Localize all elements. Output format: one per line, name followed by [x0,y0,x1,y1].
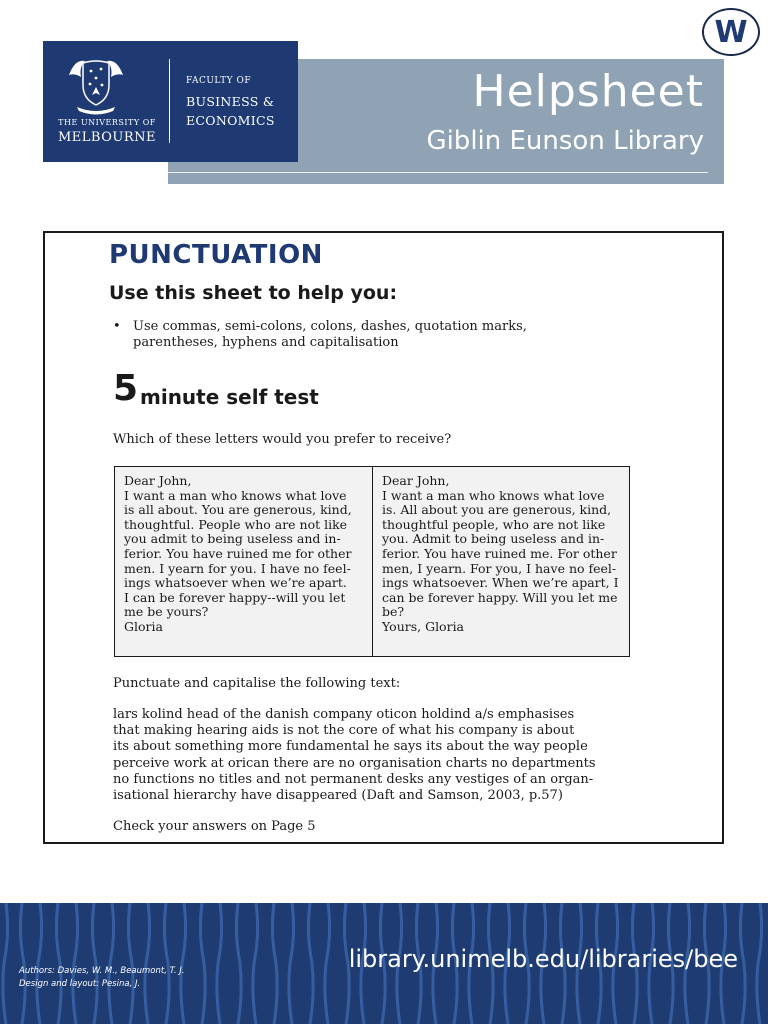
footer-credits [19,965,184,991]
logo-divider [169,59,170,143]
faculty-name-line2: ECONOMICS [186,113,275,128]
bullet-item: Use commas, semi-colons, colons, dashes, quotation marks, parentheses, hyphens and capitalisation [133,319,527,350]
university-name: MELBOURNE [58,130,156,145]
faculty-name-line1: BUSINESS & [186,94,275,109]
letter-right: Dear John, I want a man who knows what love is. All about you are generous, kind, thoughtful people, who are not like you. Admit to being useless and in- ferior. You have ruined me. For other men, I yearn. For you, I have no feel- ings whatsoever. When we’re apart, I can be forever happy. Will you let me be? Yours, Gloria [372,467,629,656]
faculty-name [186,92,275,130]
bullet-list [113,319,573,351]
self-test-heading: minute self test [140,385,319,409]
section-title: PUNCTUATION [109,240,323,270]
badge-logo [702,8,760,56]
self-test-number: 5 [113,368,139,409]
badge-letter: W [714,14,748,50]
footer [0,903,768,1024]
exercise-passage: lars kolind head of the danish company oticon holdind a/s emphasises that making hearing aids is not the core of what his company is about its about something more fundamental he says its about the way people perceive work at orican there are no organisation charts no departments no functions no titles and not permanent desks any vestiges of an organ- isational hierarchy have disappeared (Daft and Samson, 2003, p.57) [113,707,596,804]
section-subtitle: Use this sheet to help you: [109,282,398,304]
university-logo [43,41,298,162]
library-url-link[interactable]: library.unimelb.edu/libraries/bee [348,945,738,973]
page-title: Helpsheet [472,66,704,117]
university-name-small: THE UNIVERSITY OF [58,118,156,127]
design-text: Design and layout: Pesina, J. [19,979,141,989]
university-crest-icon [61,55,131,123]
faculty-of-label: FACULTY OF [186,76,252,86]
letters-table [114,466,630,657]
page-subtitle: Giblin Eunson Library [426,126,704,156]
authors-text: Authors: Davies, W. M., Beaumont, T. J. [19,966,185,976]
bullet-icon: • [113,319,121,334]
letter-left: Dear John, I want a man who knows what love is all about. You are generous, kind, thoughtful. People who are not like you admit to being useless and in- ferior. You have ruined me for other men. I yearn for you. I have no feel- ings whatsoever when we’re apart. I can be forever happy--will you let me be yours? Gloria [124,473,352,634]
question-text: Which of these letters would you prefer to receive? [113,432,452,447]
answer-note: Check your answers on Page 5 [113,819,316,834]
banner-divider [168,172,708,173]
instruction-text: Punctuate and capitalise the following text: [113,676,401,691]
